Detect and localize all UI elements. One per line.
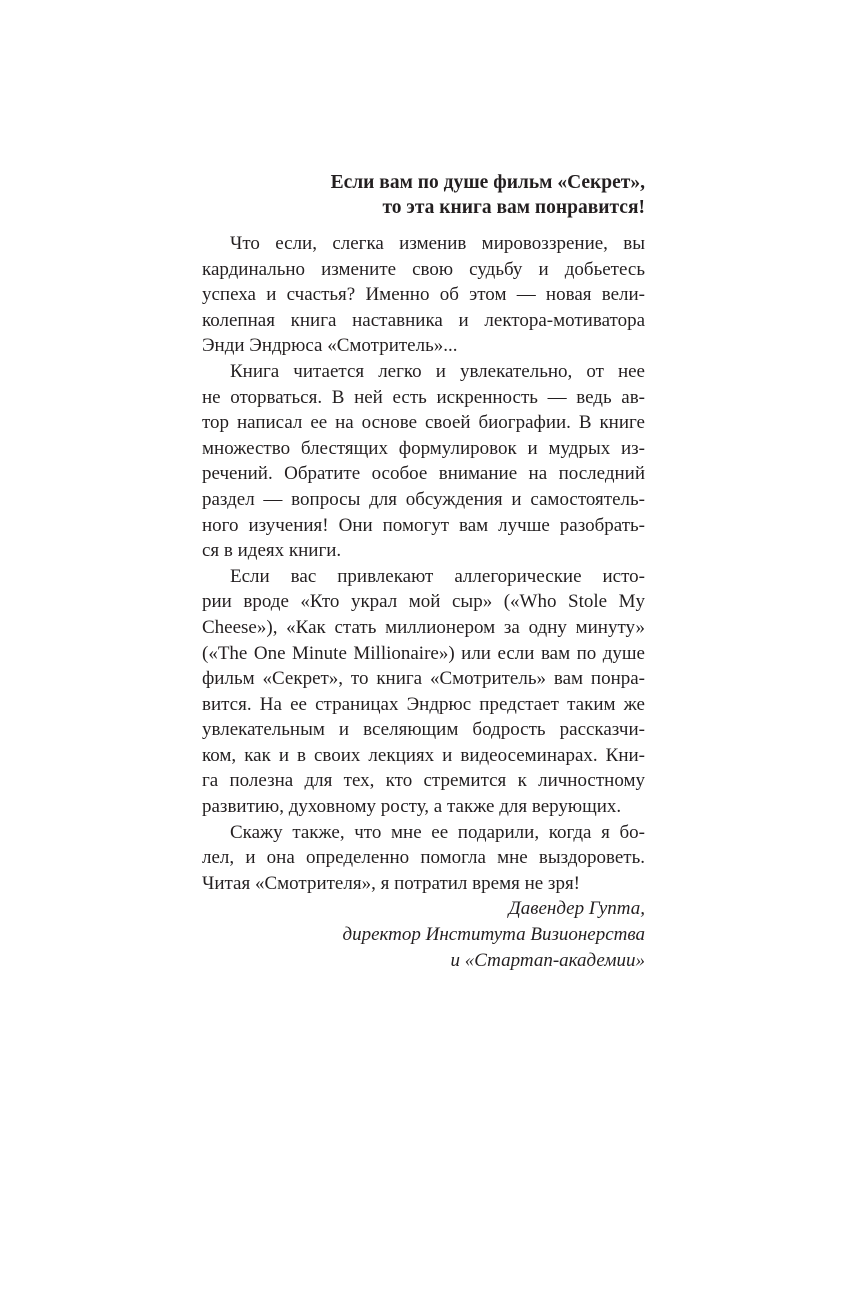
- text-line: ного изучения! Они помогут вам лучше разобрать-: [202, 514, 645, 536]
- signature-name: Давендер Гупта,: [508, 898, 645, 920]
- text-line: вится. На ее страницах Эндрюс предстает таким же: [202, 693, 645, 715]
- page-content: [202, 170, 645, 973]
- text-line: кардинально измените свою судьбу и добьетесь: [202, 258, 645, 280]
- text-line: раздел — вопросы для обсуждения и самостоятель-: [202, 488, 645, 510]
- text-line: речений. Обратите особое внимание на последний: [202, 463, 645, 485]
- heading-line: Если вам по душе фильм «Секрет»,: [330, 172, 645, 193]
- paragraph: [202, 231, 645, 359]
- text-line: рии вроде «Кто украл мой сыр» («Who Stole My: [202, 591, 645, 613]
- text-line: Если вас привлекают аллегорические исто-: [230, 565, 645, 587]
- text-line: множество блестящих формулировок и мудрых из-: [202, 437, 645, 459]
- text-line: ся в идеях книги.: [202, 540, 342, 562]
- text-line: лел, и она определенно помогла мне выздороветь.: [202, 847, 645, 869]
- body-text: [202, 231, 645, 896]
- signature: [202, 896, 645, 973]
- text-line: ком, как и в своих лекциях и видеосеминарах. Кни-: [202, 744, 645, 766]
- paragraph: [202, 564, 645, 820]
- signature-organization: и «Стартап-академии»: [450, 949, 645, 971]
- paragraph: [202, 359, 645, 564]
- text-line: Книга читается легко и увлекательно, от нее: [230, 360, 645, 382]
- text-line: тор написал ее на основе своей биографии. В книге: [202, 412, 645, 434]
- text-line: Энди Эндрюса «Смотритель»...: [202, 335, 458, 357]
- text-line: увлекательным и вселяющим бодрость рассказчи-: [202, 719, 645, 741]
- signature-title: директор Института Визионерства: [342, 924, 645, 946]
- heading-line: то эта книга вам понравится!: [382, 197, 645, 218]
- text-line: Что если, слегка изменив мировоззрение, вы: [230, 233, 645, 254]
- text-line: Cheese»), «Как стать миллионером за одну минуту»: [202, 616, 645, 638]
- text-line: («The One Minute Millionaire») или если вам по душе: [202, 642, 645, 664]
- text-line: фильм «Секрет», то книга «Смотритель» вам понра-: [202, 668, 645, 690]
- heading: [202, 170, 645, 220]
- text-line: Читая «Смотрителя», я потратил время не зря!: [202, 872, 581, 894]
- text-line: га полезна для тех, кто стремится к личностному: [202, 770, 645, 792]
- text-line: успеха и счастья? Именно об этом — новая вели-: [202, 284, 645, 306]
- text-line: не оторваться. В ней есть искренность — ведь ав-: [202, 386, 645, 408]
- text-line: Скажу также, что мне ее подарили, когда я бо-: [230, 821, 645, 843]
- paragraph: [202, 820, 645, 897]
- text-line: развитию, духовному росту, а также для верующих.: [202, 796, 622, 818]
- text-line: колепная книга наставника и лектора-мотиватора: [202, 309, 645, 331]
